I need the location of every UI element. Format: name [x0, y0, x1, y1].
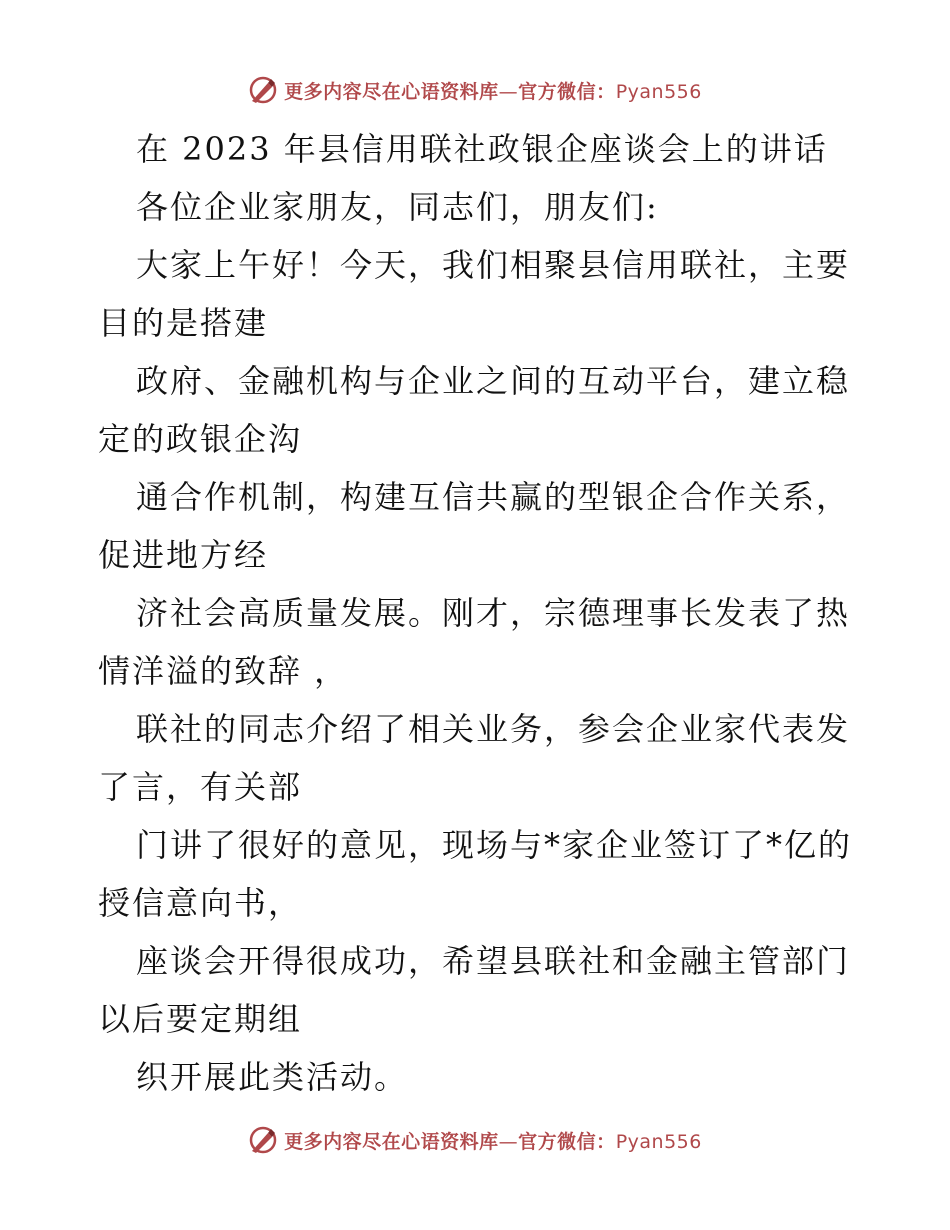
- paragraph-line: 促进地方经: [98, 536, 269, 574]
- paragraph-line: 大家上午好！今天，我们相聚县信用联社，主要: [136, 246, 851, 284]
- paragraph-line: 政府、金融机构与企业之间的互动平台，建立稳: [136, 362, 851, 400]
- paragraph-line: 授信意向书，: [98, 884, 303, 922]
- paragraph-line: 了言，有关部: [98, 768, 303, 806]
- paragraph-line: 情洋溢的致辞 ，: [98, 652, 349, 690]
- paragraph-line: 济社会高质量发展。刚才，宗德理事长发表了热: [136, 594, 851, 632]
- paragraph-line: 门讲了很好的意见，现场与*家企业签订了*亿的: [136, 826, 853, 864]
- paragraph-line: 通合作机制，构建互信共赢的型银企合作关系，: [136, 478, 851, 516]
- watermark-text: 更多内容尽在心语资料库—官方微信：Pyan556: [284, 1130, 702, 1153]
- paragraph-line: 织开展此类活动。: [136, 1058, 409, 1096]
- paragraph-line: 以后要定期组: [98, 1000, 303, 1038]
- paragraph-line: 各位企业家朋友，同志们，朋友们:: [136, 188, 659, 226]
- document-title: 在 2023 年县信用联社政银企座谈会上的讲话: [136, 130, 828, 168]
- paragraph-line: 定的政银企沟: [98, 420, 303, 458]
- pen-logo-icon: [248, 1125, 278, 1155]
- paragraph-line: 联社的同志介绍了相关业务，参会企业家代表发: [136, 710, 851, 748]
- footer-watermark: [0, 1122, 950, 1158]
- pen-logo-icon: [248, 75, 278, 105]
- document-body: [98, 120, 858, 1106]
- paragraph-line: 座谈会开得很成功，希望县联社和金融主管部门: [136, 942, 851, 980]
- watermark-text: 更多内容尽在心语资料库—官方微信：Pyan556: [284, 80, 702, 103]
- paragraph-line: 目的是搭建: [98, 304, 269, 342]
- header-watermark: [0, 72, 950, 108]
